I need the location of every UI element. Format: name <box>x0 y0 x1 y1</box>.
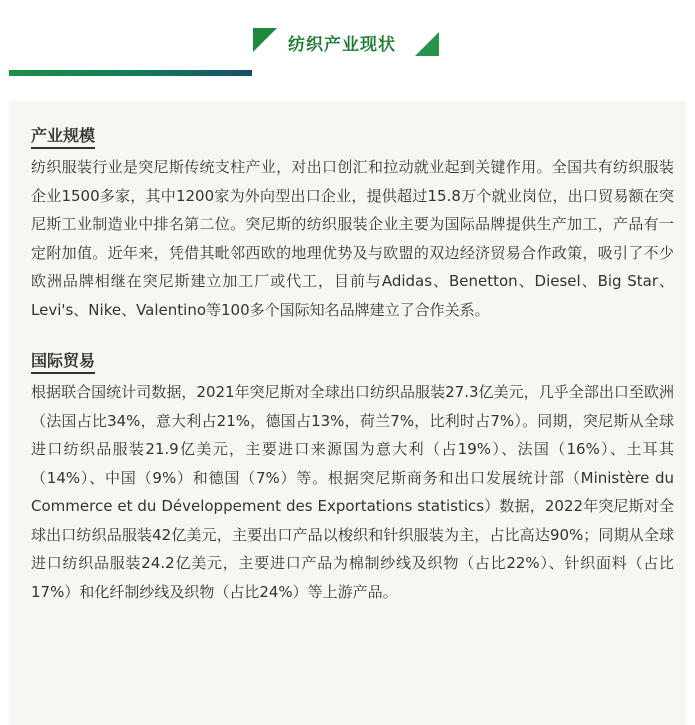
content-panel <box>9 101 686 725</box>
section-title: 国际贸易 <box>31 348 95 374</box>
right-triangle-decoration <box>415 32 439 56</box>
left-triangle-decoration <box>253 28 277 52</box>
section-body: 根据联合国统计司数据，2021年突尼斯对全球出口纺织品服装27.3亿美元，几乎全部出口至欧洲（法国占比34%，意大利占21%，德国占13%，荷兰7%，比利时占7%）。同期，突尼斯从全球进口纺织品服装21.9亿美元，主要进口来源国为意大利（占19%）、法国（16%）、土耳其（14%）、中国（9%）和德国（7%）等。根据突尼斯商务和出口发展统计部（Ministère du Commerce et du Développement des Exportations statistics）数据，2022年突尼斯对全球出口纺织品服装42亿美元，主要出口产品以梭织和针织服装为主，占比高达90%；同期从全球进口纺织品服装24.2亿美元，主要进口产品为棉制纱线及织物（占比22%）、针织面料（占比17%）和化纤制纱线及织物（占比24%）等上游产品。 <box>31 383 674 601</box>
section-industry-scale <box>31 123 674 324</box>
section-international-trade <box>31 348 674 606</box>
section-body: 纺织服装行业是突尼斯传统支柱产业，对出口创汇和拉动就业起到关键作用。全国共有纺织服装企业1500多家，其中1200家为外向型出口企业，提供超过15.8万个就业岗位，出口贸易额在突尼斯工业制造业中排名第二位。突尼斯的纺织服装企业主要为国际品牌提供生产加工，产品有一定附加值。近年来，凭借其毗邻西欧的地理优势及与欧盟的双边经济贸易合作政策，吸引了不少欧洲品牌相继在突尼斯建立加工厂或代工，目前与Adidas、Benetton、Diesel、Big Star、Levi's、Nike、Valentino等100多个国际知名品牌建立了合作关系。 <box>31 158 674 319</box>
gradient-divider-bar <box>9 70 252 76</box>
section-header <box>0 0 695 90</box>
section-title: 产业规模 <box>31 123 95 149</box>
header-title: 纺织产业现状 <box>288 35 396 55</box>
